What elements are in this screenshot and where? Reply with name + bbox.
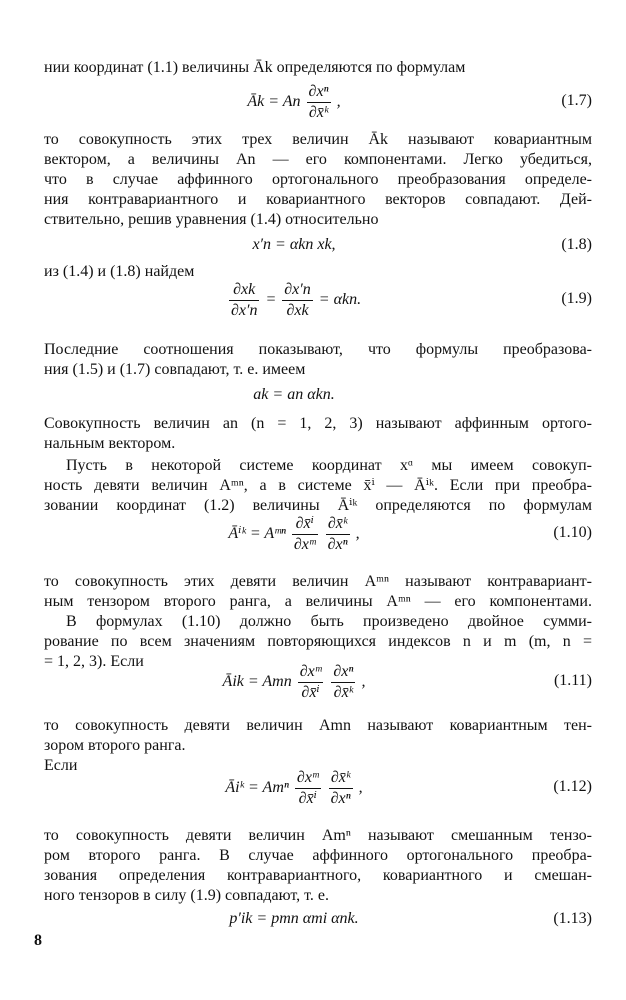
eq-tail: = αkn. [318, 291, 362, 309]
equation-number: (1.13) [553, 910, 592, 927]
frac-denominator: ∂xⁿ [330, 790, 351, 807]
frac-denominator: ∂xᵐ [293, 536, 316, 553]
frac-denominator: ∂x̄ᵏ [308, 104, 329, 121]
eq-fraction [282, 280, 313, 321]
equation-1-11 [44, 662, 544, 703]
paragraph-line: ния контравариантного и ковариантного векторов совпадают. Дей- [44, 191, 592, 208]
equation-1-12 [44, 768, 544, 809]
paragraph-line: рование по всем значениям повторяющихся индексов n и m (m, n = [44, 633, 592, 650]
paragraph-line: то совокупность девяти величин Amⁿ называют смешанным тензо- [44, 827, 592, 844]
equation-number: (1.10) [553, 524, 592, 541]
frac-numerator: ∂xᵐ [295, 768, 321, 789]
eq-tail: , [355, 525, 360, 543]
frac-denominator: ∂x̄ᵏ [333, 684, 354, 701]
equation-1-8: x′n = αkn xk, [252, 236, 336, 253]
frac-denominator: ∂x̄ⁱ [301, 684, 320, 701]
eq-tail: , [361, 673, 366, 691]
paragraph-line: вектором, а величины An — его компонентами. Легко убедиться, [44, 151, 592, 168]
paragraph-line: то совокупность девяти величин Amn называют ковариантным тен- [44, 717, 592, 734]
frac-numerator: ∂xⁿ [307, 82, 331, 103]
paragraph-line: Пусть в некоторой системе координат xᵅ мы имеем совокуп- [66, 457, 592, 474]
paragraph-line: Если [44, 757, 78, 774]
paragraph-line: из (1.4) и (1.8) найдем [44, 263, 195, 280]
eq-tail: , [358, 779, 363, 797]
eq-lhs: Āk = An [247, 93, 301, 111]
frac-denominator: ∂x′n [230, 302, 258, 319]
eq-lhs: Āⁱᵏ = Aᵐⁿ [228, 525, 286, 543]
equation-number: (1.12) [553, 778, 592, 795]
eq-fraction [307, 82, 331, 123]
frac-numerator: ∂xk [229, 280, 260, 301]
paragraph-line: зовании координат (1.2) величины Āⁱᵏ определяются по формулам [44, 497, 592, 514]
frac-denominator: ∂x̄ⁱ [298, 790, 317, 807]
paragraph-line: что в случае аффинного ортогонального преобразования определе- [44, 171, 592, 188]
eq-fraction [295, 768, 321, 809]
paragraph-line: ром второго ранга. В случае аффинного ортогонального преобра- [44, 847, 592, 864]
eq-fraction [326, 514, 350, 555]
paragraph-line: = 1, 2, 3). Если [44, 653, 144, 670]
paragraph-line: ным тензором второго ранга, а величины Aᵐⁿ — его компонентами. [44, 593, 592, 610]
eq-fraction [329, 768, 353, 809]
equation-1-7 [44, 82, 544, 123]
frac-denominator: ∂xⁿ [327, 536, 348, 553]
frac-denominator: ∂xk [286, 302, 309, 319]
frac-numerator: ∂xⁿ [331, 662, 355, 683]
equation-number: (1.8) [561, 236, 592, 253]
paragraph-line: то совокупность этих трех величин Āk называют ковариантным [44, 131, 592, 148]
paragraph-line: ния (1.5) и (1.7) совпадают, т. е. имеем [44, 361, 306, 378]
eq-equals: = [265, 291, 277, 309]
paragraph-line: нальным вектором. [44, 435, 176, 452]
frac-numerator: ∂x̄ⁱ [292, 514, 318, 535]
eq-fraction [229, 280, 260, 321]
paragraph-line: Совокупность величин an (n = 1, 2, 3) называют аффинным ортого- [44, 415, 592, 432]
equation-1-9 [44, 280, 544, 321]
paragraph-line: ного тензоров в силу (1.9) совпадают, т. е. [44, 887, 330, 904]
paragraph-line: ствительно, решив уравнения (1.4) относительно [44, 211, 379, 228]
eq-fraction [292, 514, 318, 555]
eq-fraction [331, 662, 355, 703]
frac-numerator: ∂xᵐ [298, 662, 324, 683]
frac-numerator: ∂x′n [282, 280, 313, 301]
equation-number: (1.9) [561, 290, 592, 307]
paragraph-line: зором второго ранга. [44, 737, 186, 754]
paragraph-line: зования определения контравариантного, ковариантного и смешан- [44, 867, 592, 884]
frac-numerator: ∂x̄ᵏ [326, 514, 350, 535]
paragraph-line: то совокупность этих девяти величин Aᵐⁿ называют контравариант- [44, 573, 592, 590]
equation-number: (1.7) [561, 92, 592, 109]
eq-lhs: Āik = Amn [222, 673, 292, 691]
paragraph-line: нии координат (1.1) величины Āk определяются по формулам [44, 59, 466, 76]
equation-unnumbered: ak = an αkn. [253, 386, 335, 403]
eq-fraction [298, 662, 324, 703]
equation-1-13: p′ik = pmn αmi αnk. [229, 910, 359, 927]
eq-lhs: Āiᵏ = Amⁿ [225, 779, 289, 797]
paragraph-line: ность девяти величин Aᵐⁿ, а в системе x̄ⁱ — Āⁱᵏ. Если при преобра- [44, 477, 592, 494]
paragraph-line: В формулах (1.10) должно быть произведено двойное сумми- [66, 613, 592, 630]
equation-1-10 [44, 514, 544, 555]
page-number: 8 [34, 932, 42, 949]
paragraph-line: Последние соотношения показывают, что формулы преобразова- [44, 341, 592, 358]
eq-tail: , [336, 93, 341, 111]
equation-number: (1.11) [553, 672, 592, 689]
frac-numerator: ∂x̄ᵏ [329, 768, 353, 789]
